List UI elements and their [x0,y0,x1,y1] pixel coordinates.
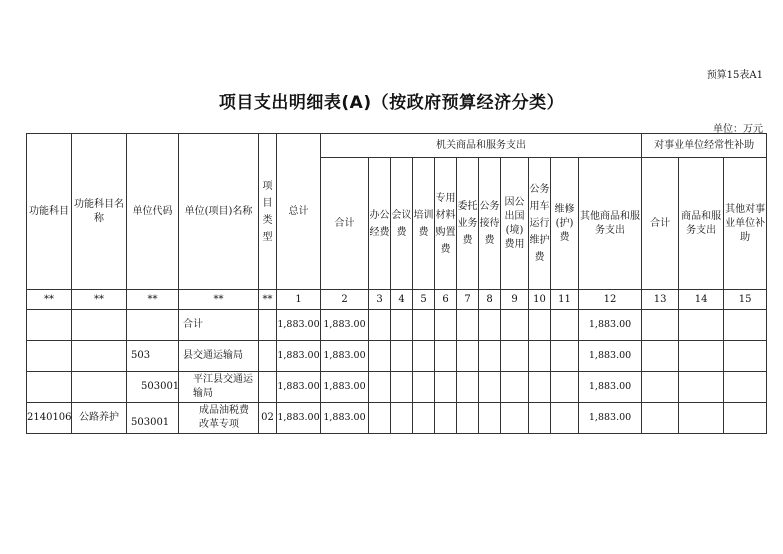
cell-name: 合计 [179,310,259,341]
col-other-goods: 其他商品和服务支出 [579,158,642,290]
col-number: 3 [369,290,391,310]
column-number-row [27,290,767,310]
col-unit-project-name: 单位(项目)名称 [179,134,259,290]
col-number: 6 [435,290,457,310]
cell-subtotal: 1,883.00 [321,403,369,434]
cell-name: 平江县交通运输局 [179,372,259,403]
col-sub-goods: 商品和服务支出 [679,158,724,290]
cell-func-name [72,341,127,372]
cell-total: 1,883.00 [277,403,321,434]
unit-label: 单位：万元 [713,124,763,135]
page-title: 项目支出明细表(A)（按政府预算经济分类） [218,93,565,113]
col-training: 培训费 [413,158,435,290]
table-row [27,341,767,372]
col-number: ** [27,290,72,310]
group-subsidy: 对事业单位经常性补助 [642,134,767,158]
cell-total: 1,883.00 [277,372,321,403]
cell-subtotal: 1,883.00 [321,372,369,403]
table-row [27,310,767,341]
col-number: 1 [277,290,321,310]
col-entrusted: 委托业务费 [457,158,479,290]
table-row [27,403,767,434]
col-abroad: 因公出国(境)费用 [501,158,529,290]
col-func-subject-name: 功能科目名称 [72,134,127,290]
col-number: 5 [413,290,435,310]
cell-subtotal: 1,883.00 [321,341,369,372]
cell-type [259,372,277,403]
col-unit-code: 单位代码 [127,134,179,290]
col-total: 总计 [277,134,321,290]
cell-func-name: 公路养护 [72,403,127,434]
col-number: ** [72,290,127,310]
col-number: 4 [391,290,413,310]
cell-name: 县交通运输局 [179,341,259,372]
cell-type [259,341,277,372]
col-number: ** [179,290,259,310]
col-number: ** [259,290,277,310]
cell-other-goods: 1,883.00 [579,372,642,403]
cell-other-goods: 1,883.00 [579,310,642,341]
cell-total: 1,883.00 [277,310,321,341]
col-reception: 公务接待费 [479,158,501,290]
col-func-subject: 功能科目 [27,134,72,290]
project-expense-table [26,133,767,434]
cell-func [27,310,72,341]
col-number: 7 [457,290,479,310]
cell-func: 2140106 [27,403,72,434]
col-sub-total: 合计 [642,158,679,290]
cell-total: 1,883.00 [277,341,321,372]
cell-code: 503 [127,341,179,372]
col-number: 12 [579,290,642,310]
cell-code: 503001 [127,372,179,403]
cell-func [27,341,72,372]
col-number: 11 [551,290,579,310]
table-row [27,372,767,403]
col-sub-other: 其他对事业单位补助 [724,158,767,290]
cell-func-name [72,372,127,403]
col-subtotal: 合计 [321,158,369,290]
col-number: 10 [529,290,551,310]
form-code: 预算15表A1 [706,70,763,81]
col-project-type: 项目类型 [259,134,277,290]
cell-other-goods: 1,883.00 [579,341,642,372]
cell-func-name [72,310,127,341]
col-number: 8 [479,290,501,310]
cell-code: 503001 [127,403,179,434]
col-number: 14 [679,290,724,310]
cell-func [27,372,72,403]
cell-type: 02 [259,403,277,434]
col-number: 13 [642,290,679,310]
cell-other-goods: 1,883.00 [579,403,642,434]
col-maintenance: 维修(护)费 [551,158,579,290]
cell-type [259,310,277,341]
col-number: 2 [321,290,369,310]
cell-subtotal: 1,883.00 [321,310,369,341]
col-number: 15 [724,290,767,310]
group-goods-services: 机关商品和服务支出 [321,134,642,158]
col-meeting: 会议费 [391,158,413,290]
col-vehicle: 公务用车运行维护费 [529,158,551,290]
col-number: 9 [501,290,529,310]
col-office: 办公经费 [369,158,391,290]
cell-name: 成品油税费改革专项 [179,403,259,434]
col-special-materials: 专用材料购置费 [435,158,457,290]
col-number: ** [127,290,179,310]
cell-code [127,310,179,341]
